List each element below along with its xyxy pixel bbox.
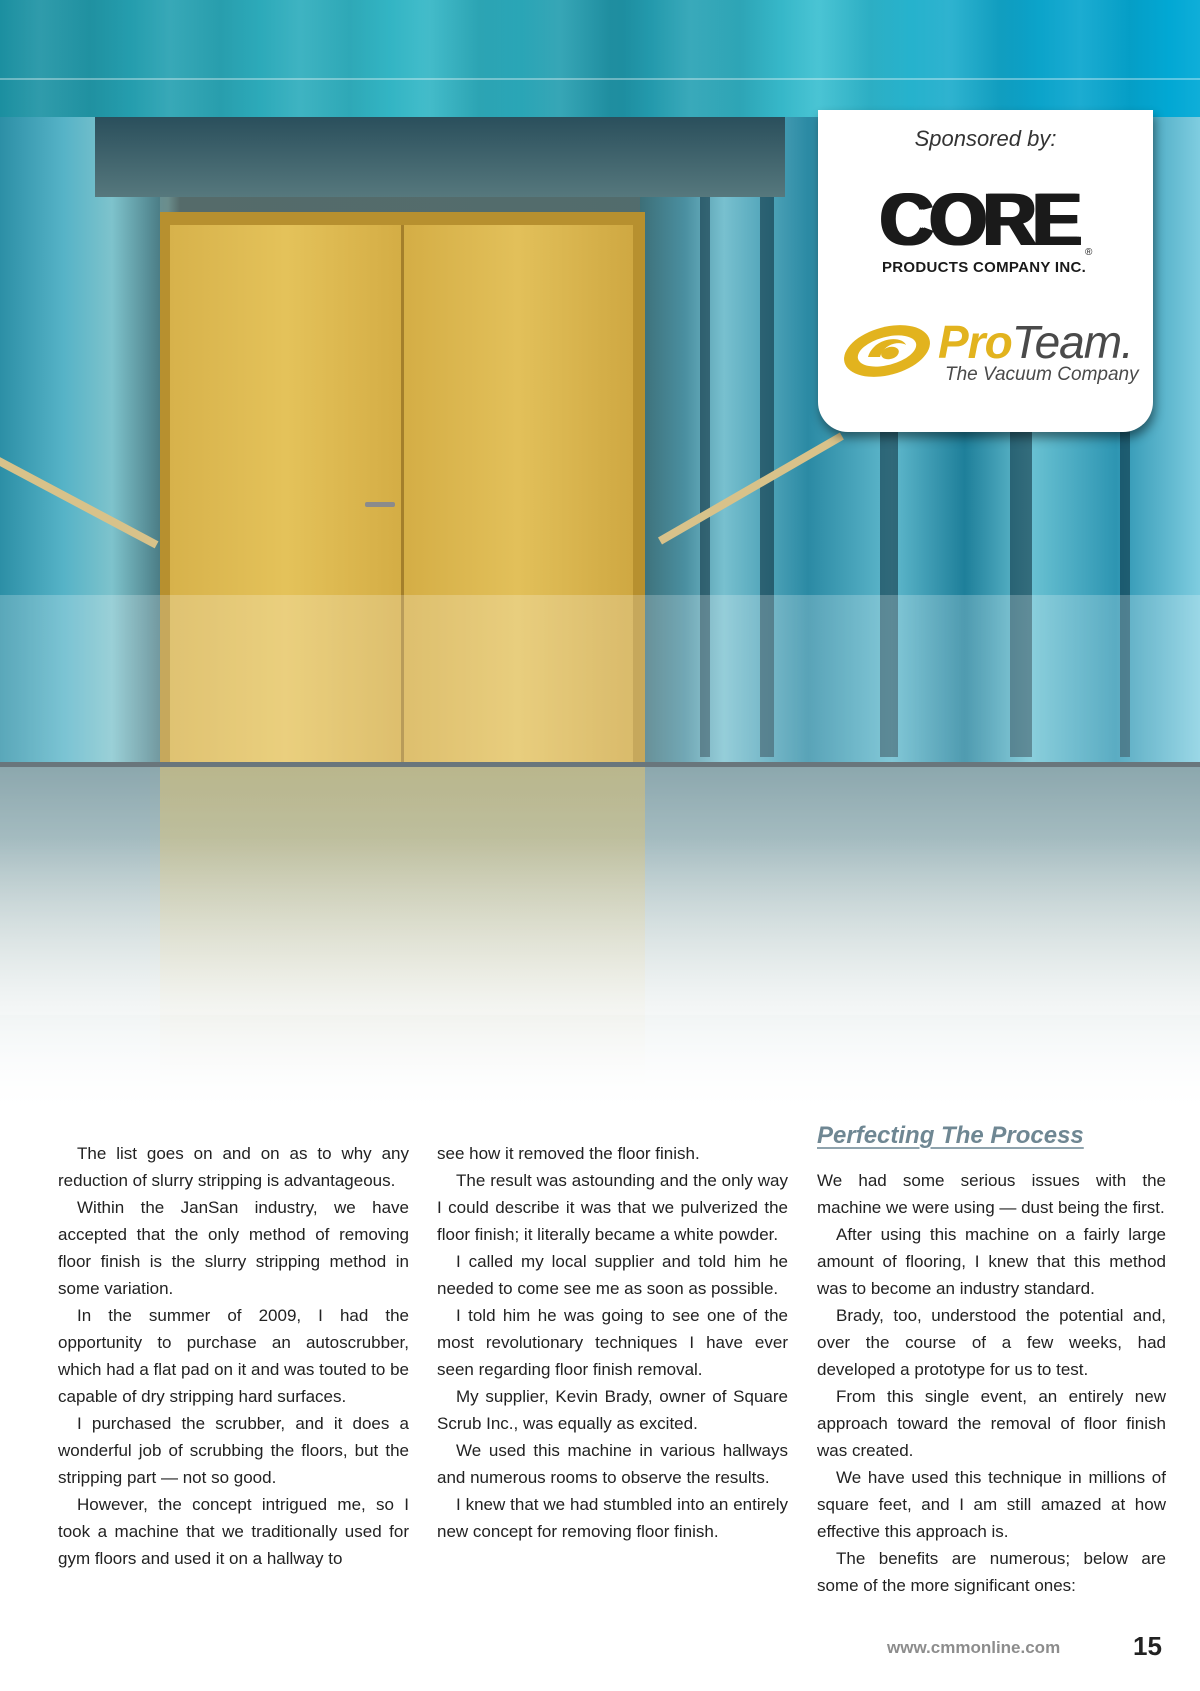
article-column-1 xyxy=(58,1140,409,1572)
page-number: 15 xyxy=(1133,1631,1162,1661)
footer-url[interactable]: www.cmmonline.com xyxy=(887,1638,1061,1657)
proteam-tagline: The Vacuum Company xyxy=(945,364,1139,385)
core-logo-subtitle: PRODUCTS COMPANY INC. xyxy=(882,259,1087,276)
paragraph: I knew that we had stumbled into an entirely new concept for removing floor finish. xyxy=(437,1495,788,1541)
paragraph: I purchased the scrubber, and it does a wonderful job of scrubbing the floors, but the stripping part — not so good. xyxy=(58,1414,409,1487)
proteam-swirl-icon xyxy=(840,315,935,385)
paragraph: From this single event, an entirely new approach toward the removal of floor finish was created. xyxy=(817,1387,1166,1460)
paragraph: I called my local supplier and told him he needed to come see me as soon as possible. xyxy=(437,1252,788,1298)
photo-fade xyxy=(0,837,1200,1117)
paragraph: We used this machine in various hallways and numerous rooms to observe the results. xyxy=(437,1441,788,1487)
proteam-logo-name xyxy=(938,315,1133,369)
registered-mark-icon: ® xyxy=(1085,247,1093,258)
paragraph: Within the JanSan industry, we have accepted that the only method of removing floor finish is the slurry stripping method in some variation. xyxy=(58,1198,409,1298)
article-column-2 xyxy=(437,1140,788,1545)
paragraph: We have used this technique in millions of square feet, and I am still amazed at how effective this approach is. xyxy=(817,1468,1166,1541)
proteam-logo-team: Team. xyxy=(1011,316,1133,368)
proteam-logo-pro: Pro xyxy=(938,316,1012,368)
banner-shine xyxy=(0,0,1200,117)
paragraph: The list goes on and on as to why any reduction of slurry stripping is advantageous. xyxy=(58,1144,409,1190)
paragraph: However, the concept intrigued me, so I took a machine that we traditionally used for gym floors and used it on a hallway to xyxy=(58,1495,409,1568)
paragraph: The result was astounding and the only way I could describe it was that we pulverized the floor finish; it literally became a white powder. xyxy=(437,1171,788,1244)
paragraph: see how it removed the floor finish. xyxy=(437,1144,700,1163)
core-products-logo xyxy=(880,178,1093,276)
paragraph: My supplier, Kevin Brady, owner of Square Scrub Inc., was equally as excited. xyxy=(437,1387,788,1433)
paragraph: In the summer of 2009, I had the opportunity to purchase an autoscrubber, which had a flat pad on it and was touted to be capable of dry stripping hard surfaces. xyxy=(58,1306,409,1406)
proteam-logo xyxy=(840,315,1140,395)
sponsor-card xyxy=(818,110,1153,432)
header-banner xyxy=(0,0,1200,117)
section-heading: Perfecting The Process xyxy=(817,1122,1084,1149)
sponsor-label: Sponsored by: xyxy=(914,126,1057,151)
article-column-3 xyxy=(817,1167,1166,1599)
paragraph: We had some serious issues with the machine we were using — dust being the first. xyxy=(817,1171,1166,1217)
paragraph: After using this machine on a fairly large amount of flooring, I knew that this method was to become an industry standard. xyxy=(817,1225,1166,1298)
paragraph: The benefits are numerous; below are some of the more significant ones: xyxy=(817,1549,1166,1595)
banner-streak xyxy=(0,78,1200,80)
paragraph: I told him he was going to see one of the most revolutionary techniques I have ever seen regarding floor finish removal. xyxy=(437,1306,788,1379)
door-handle xyxy=(365,502,395,507)
core-logo-word: CORE xyxy=(880,178,1078,261)
paragraph: Brady, too, understood the potential and, over the course of a few weeks, had developed a prototype for us to test. xyxy=(817,1306,1166,1379)
photo-ceiling xyxy=(95,117,785,197)
